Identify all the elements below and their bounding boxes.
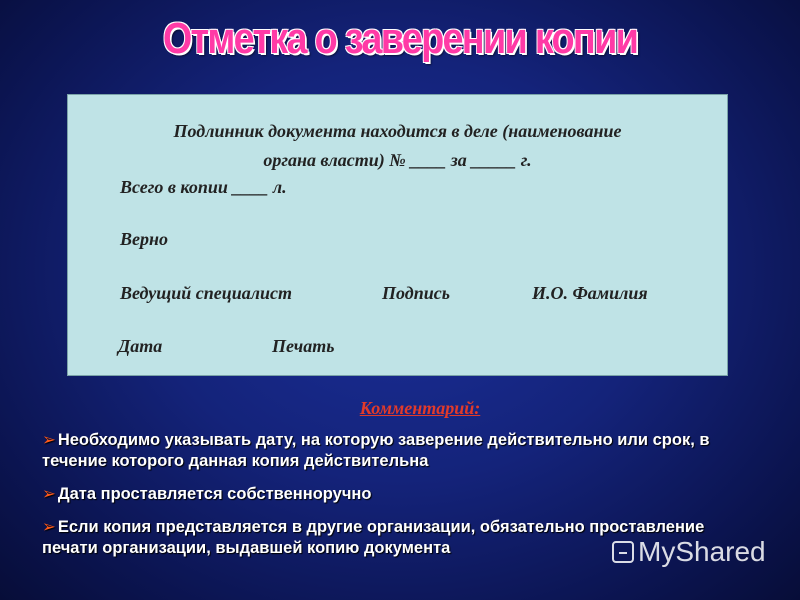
watermark-text: MyShared <box>638 536 766 567</box>
bullet-item <box>42 430 762 472</box>
card-full-name: И.О. Фамилия <box>532 283 648 303</box>
card-verno: Верно <box>120 229 168 249</box>
card-position: Ведущий специалист <box>120 283 292 303</box>
arrow-bullet-icon: ➢ <box>42 518 56 536</box>
slide-title: Отметка о заверении копии <box>162 14 638 63</box>
bullet-item <box>42 484 762 505</box>
card-stamp: Печать <box>272 336 335 356</box>
card-line-authority: органа власти) № ____ за _____ г. <box>263 150 532 170</box>
card-date: Дата <box>118 336 163 356</box>
certification-stamp-card <box>67 94 728 376</box>
arrow-bullet-icon: ➢ <box>42 485 56 503</box>
bullet-text: Если копия представляется в другие организации, обязательно проставление печати организации, выдавшей копию документа <box>42 518 705 557</box>
arrow-bullet-icon: ➢ <box>42 431 56 449</box>
watermark <box>612 536 766 568</box>
card-line-original: Подлинник документа находится в деле (наименование <box>173 121 622 141</box>
bullet-text: Необходимо указывать дату, на которую заверение действительно или срок, в течение которого данная копия действительна <box>42 431 710 470</box>
card-line-total: Всего в копии ____ л. <box>120 177 287 197</box>
card-signature: Подпись <box>382 283 450 303</box>
bullet-text: Дата проставляется собственноручно <box>57 485 372 503</box>
comment-label: Комментарий: <box>359 398 481 418</box>
presentation-icon <box>612 541 634 563</box>
